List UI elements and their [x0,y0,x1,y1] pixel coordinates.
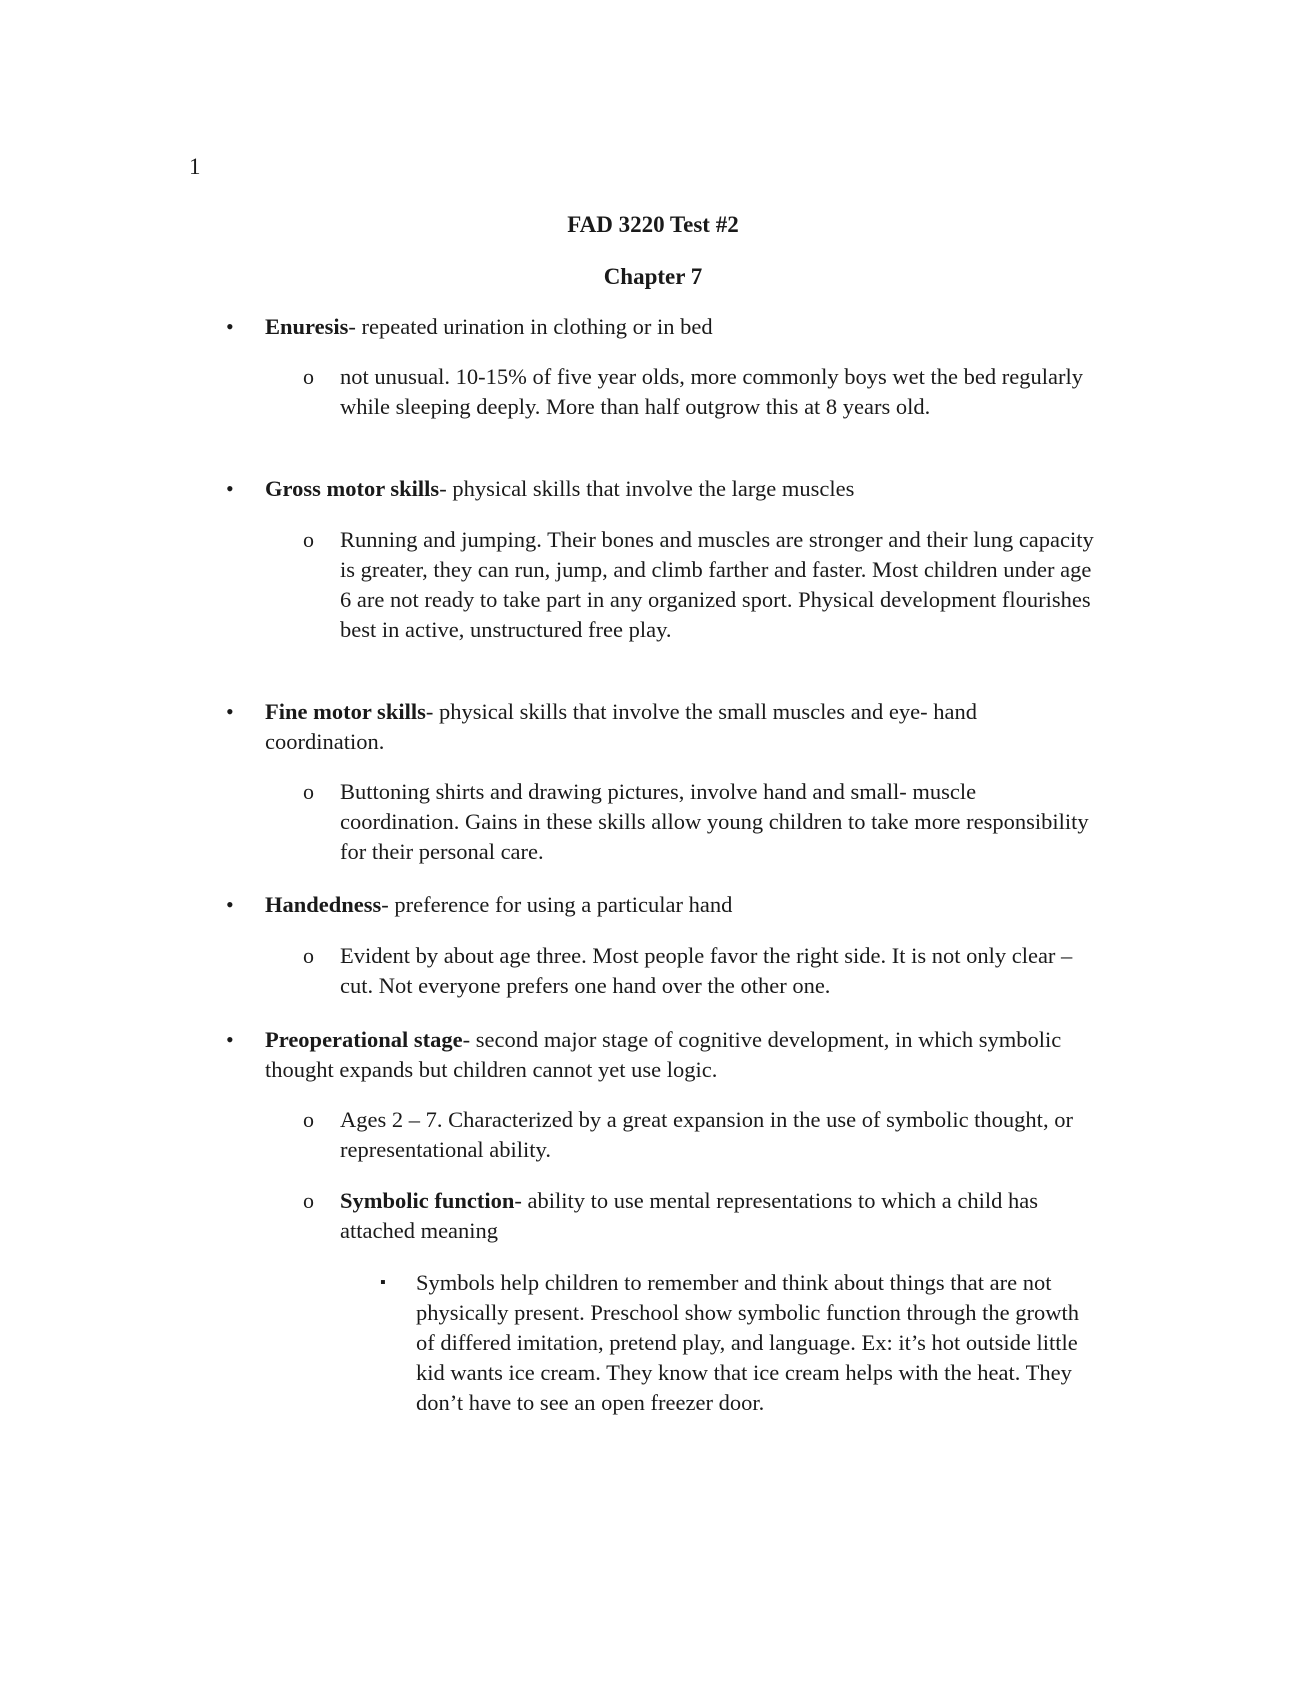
term: Enuresis [265,314,349,339]
term: Handedness [265,892,382,917]
term-definition [265,474,1095,504]
bullet-icon: • [226,699,234,724]
sub-bullet-icon: o [303,943,314,968]
sub-term-definition [340,1186,1100,1246]
term-definition [265,312,1095,342]
term-definition [265,890,1095,920]
page-number: 1 [189,154,201,179]
bullet-icon: • [226,892,234,917]
document-title: FAD 3220 Test #2 [567,212,739,237]
definition: - physical skills that involve the small muscles and eye- hand coordination. [265,699,977,754]
sub-item-text: not unusual. 10-15% of five year olds, more commonly boys wet the bed regularly while sleeping deeply. More than half outgrow this at 8 years old. [340,364,1083,419]
sub-item-text: Ages 2 – 7. Characterized by a great expansion in the use of symbolic thought, or representational ability. [340,1107,1073,1162]
term: Preoperational stage [265,1027,463,1052]
sub-bullet-icon: o [303,1107,314,1132]
bullet-icon: • [226,314,234,339]
definition: - preference for using a particular hand [381,892,733,917]
term-definition [265,1025,1095,1085]
term: Gross motor skills [265,476,440,501]
sub-bullet-icon: o [303,1188,314,1213]
sub-bullet-icon: o [303,779,314,804]
sub-term: Symbolic function [340,1188,515,1213]
bullet-icon: • [226,476,234,501]
sub-bullet-icon: o [303,527,314,552]
sub-item-text: Evident by about age three. Most people favor the right side. It is not only clear – cut. Not everyone prefers one hand over the other one. [340,943,1073,998]
term-definition [265,697,1095,757]
definition: - repeated urination in clothing or in bed [348,314,713,339]
chapter-heading: Chapter 7 [603,264,703,289]
sub-bullet-icon: o [303,364,314,389]
definition: - physical skills that involve the large muscles [439,476,855,501]
bullet-icon: • [226,1027,234,1052]
square-bullet-icon: ▪ [380,1274,386,1291]
sub-definition: - ability to use mental representations to which a child has attached meaning [340,1188,1039,1243]
term: Fine motor skills [265,699,426,724]
sub-item-text: Buttoning shirts and drawing pictures, involve hand and small- muscle coordination. Gains in these skills allow young children to take more responsibility for their personal care. [340,779,1089,864]
sub-item-text: Running and jumping. Their bones and muscles are stronger and their lung capacity is greater, they can run, jump, and climb farther and faster. Most children under age 6 are not ready to take part in any organized sport. Physical development flourishes best in active, unstructured free play. [340,527,1094,642]
definition: - second major stage of cognitive development, in which symbolic thought expands but children cannot yet use logic. [265,1027,1062,1082]
sub-sub-item-text: Symbols help children to remember and think about things that are not physically present. Preschool show symbolic function through the growth of differed imitation, pretend play, and language. Ex: it’s hot outside little kid wants ice cream. They know that ice cream helps with the heat. They don’t have to see an open freezer door. [416,1270,1080,1415]
